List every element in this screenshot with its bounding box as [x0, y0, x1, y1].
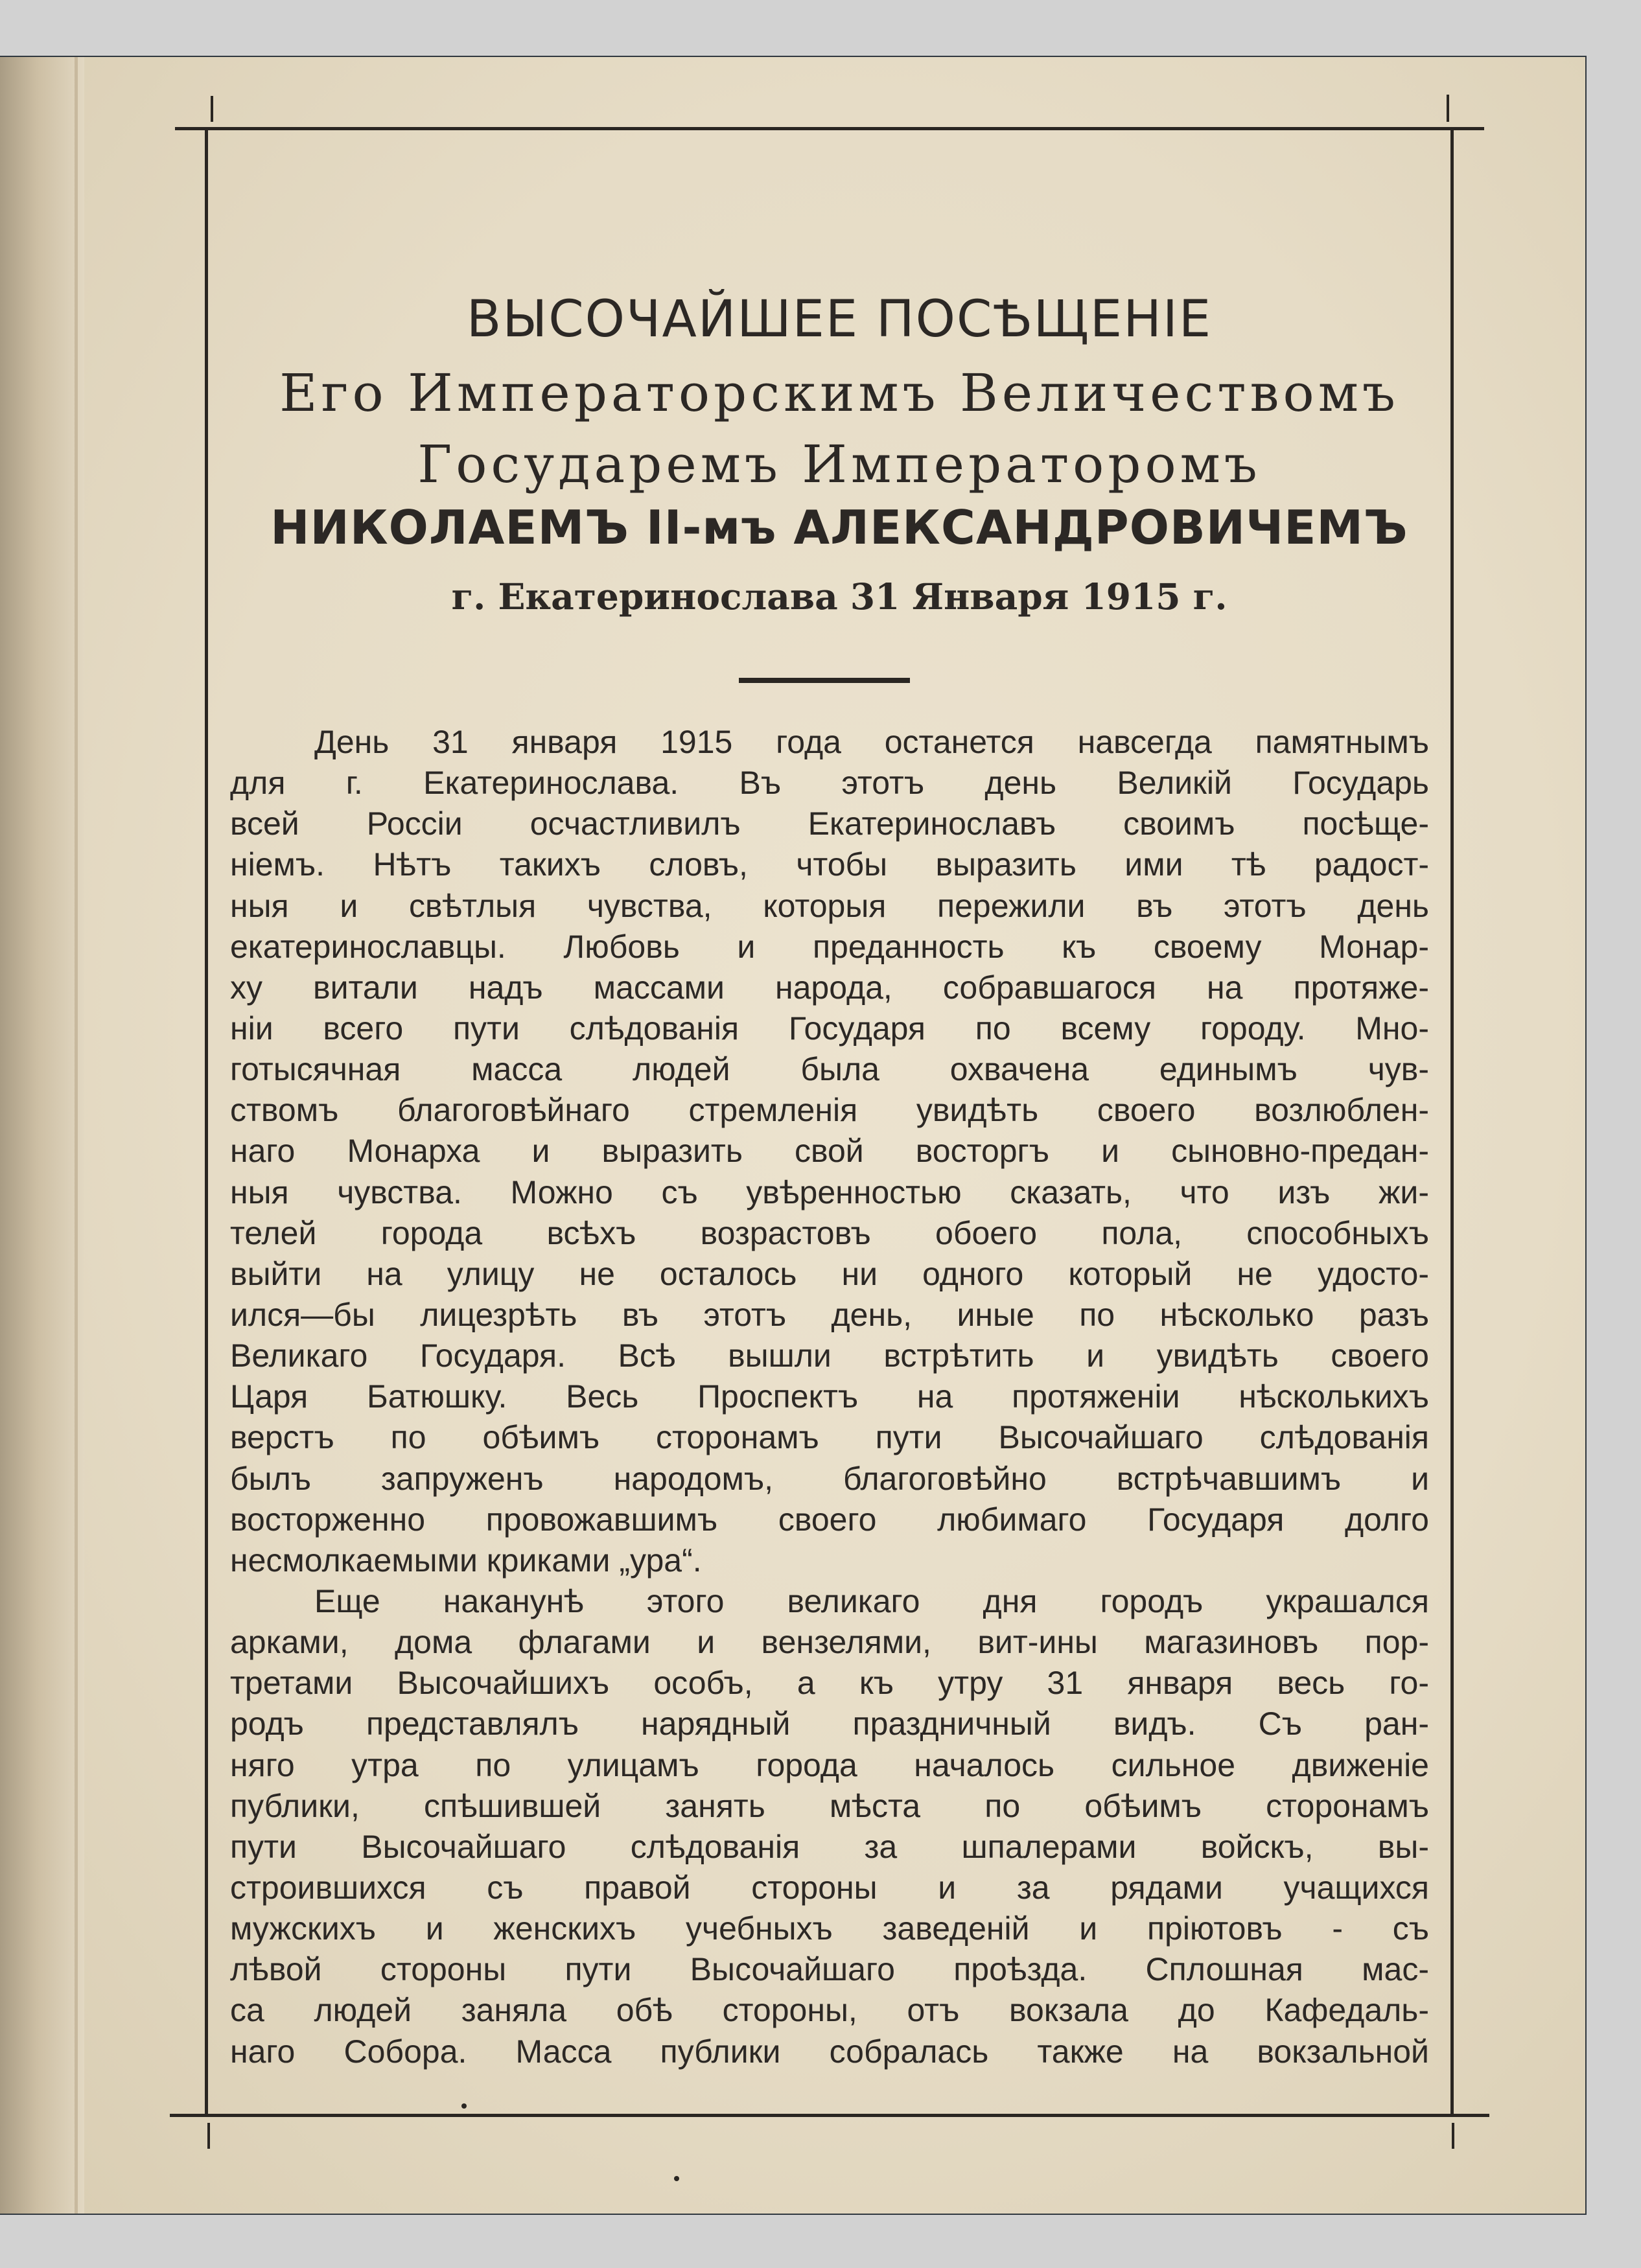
- body-line: няго утра по улицамъ города началось сильное движеніе: [230, 1746, 1429, 1783]
- body-line: ху витали надъ массами народа, собравшагося на протяже-: [230, 969, 1429, 1006]
- body-line: наго Собора. Масса публики собралась также на вокзальной: [230, 2033, 1429, 2070]
- page-fold-edge: [75, 57, 78, 2214]
- frame-corner-tick-tr: [1447, 95, 1449, 122]
- body-line: лѣвой стороны пути Высочайшаго проѣзда. Сплошная мас-: [230, 1951, 1429, 1988]
- body-line: строившихся съ правой стороны и за рядами учащихся: [230, 1869, 1429, 1906]
- body-line: пути Высочайшаго слѣдованія за шпалерами войскъ, вы-: [230, 1828, 1429, 1865]
- document-title: ВЫСОЧАЙШЕЕ ПОСѢЩЕНІЕ: [466, 290, 1213, 349]
- frame-corner-tick-tl: [211, 96, 213, 122]
- frame-corner-tick-br: [1452, 2123, 1454, 2149]
- page-spine-shadow: [0, 57, 84, 2214]
- body-line: ныя чувства. Можно съ увѣренностью сказать, что изъ жи-: [230, 1174, 1429, 1210]
- frame-right-rule: [1450, 127, 1454, 2117]
- page-speck: [461, 2103, 467, 2109]
- heading-divider-rule: [739, 678, 910, 683]
- body-line: былъ запруженъ народомъ, благоговѣйно встрѣчавшимъ и: [230, 1460, 1429, 1497]
- body-line: несмолкаемыми криками „ура“.: [230, 1542, 702, 1579]
- place-date-heading: г. Екатеринослава 31 Января 1915 г.: [451, 575, 1228, 618]
- article-body: [230, 722, 1429, 2072]
- page-speck: [674, 2176, 679, 2181]
- body-line: Великаго Государя. Всѣ вышли встрѣтить и увидѣть своего: [230, 1337, 1429, 1374]
- body-line: готысячная масса людей была охвачена единымъ чув-: [230, 1051, 1429, 1088]
- document-subtitle-line-2: Государемъ Императоромъ: [417, 434, 1261, 494]
- body-line: выйти на улицу не осталось ни одного который не удосто-: [230, 1255, 1429, 1292]
- body-line: ился—бы лицезрѣть въ этотъ день, иные по нѣсколько разъ: [230, 1296, 1429, 1333]
- body-line: Царя Батюшку. Весь Проспектъ на протяженіи нѣсколькихъ: [230, 1378, 1429, 1415]
- frame-top-rule: [175, 127, 1484, 130]
- body-line: ствомъ благоговѣйнаго стремленія увидѣть своего возлюблен-: [230, 1092, 1429, 1129]
- body-line: всей Россіи осчастливилъ Екатеринославъ своимъ посѣще-: [230, 805, 1429, 842]
- body-line: третами Высочайшихъ особъ, а къ утру 31 января весь го-: [230, 1665, 1429, 1702]
- document-subtitle-line-1: Его Императорскимъ Величествомъ: [279, 363, 1399, 423]
- frame-corner-tick-bl: [207, 2123, 210, 2149]
- body-line: наго Монарха и выразить свой восторгъ и сыновно-предан-: [230, 1133, 1429, 1170]
- body-line: верстъ по обѣимъ сторонамъ пути Высочайшаго слѣдованія: [230, 1419, 1429, 1456]
- body-line: ніемъ. Нѣтъ такихъ словъ, чтобы выразить ими тѣ радост-: [230, 846, 1429, 883]
- body-line: телей города всѣхъ возрастовъ обоего пола, способныхъ: [230, 1214, 1429, 1251]
- frame-bottom-rule: [170, 2114, 1489, 2117]
- body-line: ныя и свѣтлыя чувства, которыя пережили въ этотъ день: [230, 887, 1429, 924]
- body-line: родъ представлялъ нарядный праздничный видъ. Съ ран-: [230, 1706, 1429, 1742]
- body-line: Еще наканунѣ этого великаго дня городъ украшался: [314, 1582, 1429, 1619]
- body-line: восторженно провожавшимъ своего любимаго Государя долго: [230, 1501, 1429, 1538]
- body-line: ніи всего пути слѣдованія Государя по всему городу. Мно-: [230, 1010, 1429, 1047]
- body-line: публики, спѣшившей занять мѣста по обѣимъ сторонамъ: [230, 1787, 1429, 1824]
- body-line: екатеринославцы. Любовь и преданность къ своему Монар-: [230, 928, 1429, 965]
- body-line: День 31 января 1915 года останется навсегда памятнымъ: [314, 724, 1429, 760]
- emperor-name-heading: НИКОЛАЕМЪ II-мъ АЛЕКСАНДРОВИЧЕМЪ: [270, 500, 1408, 555]
- body-line: са людей заняла обѣ стороны, отъ вокзала до Кафедаль-: [230, 1992, 1429, 2029]
- body-line: мужскихъ и женскихъ учебныхъ заведеній и пріютовъ - съ: [230, 1910, 1429, 1947]
- frame-left-rule: [205, 127, 208, 2117]
- body-line: для г. Екатеринослава. Въ этотъ день Великій Государь: [230, 765, 1429, 802]
- body-line: арками, дома флагами и вензелями, вит-ины магазиновъ пор-: [230, 1624, 1429, 1661]
